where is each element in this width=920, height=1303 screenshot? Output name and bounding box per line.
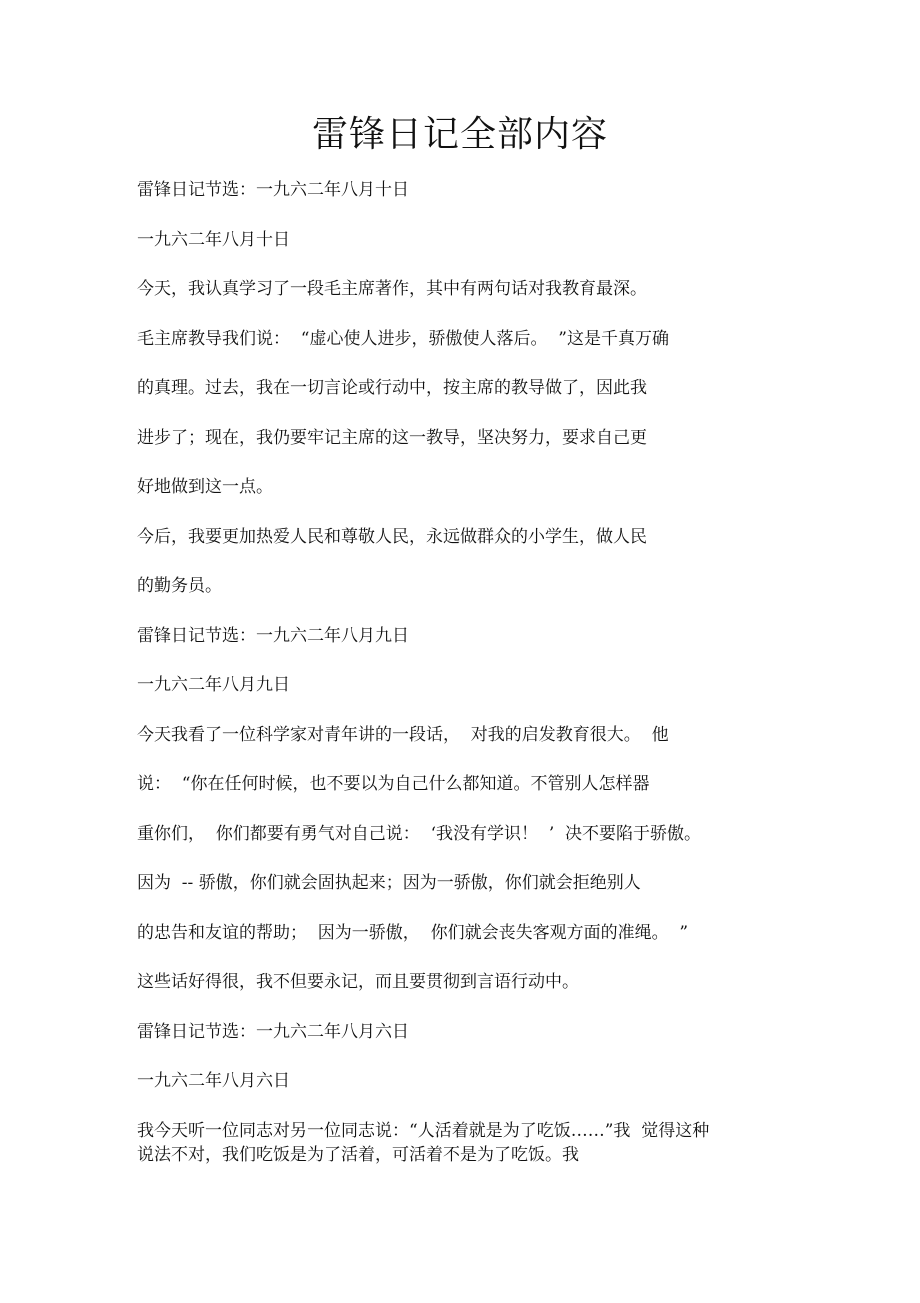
text-line: 一九六二年八月十日 xyxy=(137,230,290,250)
text-line: 说： “你在任何时候，也不要以为自己什么都知道。不管别人怎样器 xyxy=(137,774,650,794)
text-line: 今天我看了一位科学家对青年讲的一段话， 对我的启发教育很大。 他 xyxy=(137,725,669,745)
text-line: 一九六二年八月九日 xyxy=(137,675,290,695)
text-line: 好地做到这一点。 xyxy=(137,477,273,497)
text-line: 我今天听一位同志对另一位同志说：“人活着就是为了吃饭……”我 觉得这种 xyxy=(137,1121,710,1141)
text-line: 一九六二年八月六日 xyxy=(137,1071,290,1091)
text-line: 今天，我认真学习了一段毛主席著作，其中有两句话对我教育最深。 xyxy=(137,279,647,299)
text-line: 说法不对，我们吃饭是为了活着，可活着不是为了吃饭。我 xyxy=(137,1145,579,1165)
text-line: 的真理。过去，我在一切言论或行动中，按主席的教导做了，因此我 xyxy=(137,378,647,398)
text-line: 这些话好得很，我不但要永记，而且要贯彻到言语行动中。 xyxy=(137,972,579,992)
text-line: 今后，我要更加热爱人民和尊敬人民，永远做群众的小学生，做人民 xyxy=(137,527,647,547)
text-line: 雷锋日记节选：一九六二年八月六日 xyxy=(137,1022,409,1042)
text-line: 重你们， 你们都要有勇气对自己说： ‘我没有学识！ ’ 决不要陷于骄傲。 xyxy=(137,824,702,844)
text-line: 的忠告和友谊的帮助； 因为一骄傲， 你们就会丧失客观方面的准绳。 ” xyxy=(137,923,689,943)
text-line: 进步了；现在，我仍要牢记主席的这一教导，坚决努力，要求自己更 xyxy=(137,428,647,448)
document-title: 雷锋日记全部内容 xyxy=(311,114,608,155)
text-line: 雷锋日记节选：一九六二年八月九日 xyxy=(137,626,409,646)
text-line: 的勤务员。 xyxy=(137,576,222,596)
text-line: 毛主席教导我们说： “虚心使人进步，骄傲使人落后。 ”这是千真万确 xyxy=(137,329,669,349)
text-line: 雷锋日记节选：一九六二年八月十日 xyxy=(137,180,409,200)
text-line: 因为 -- 骄傲，你们就会固执起来；因为一骄傲，你们就会拒绝别人 xyxy=(137,873,641,893)
